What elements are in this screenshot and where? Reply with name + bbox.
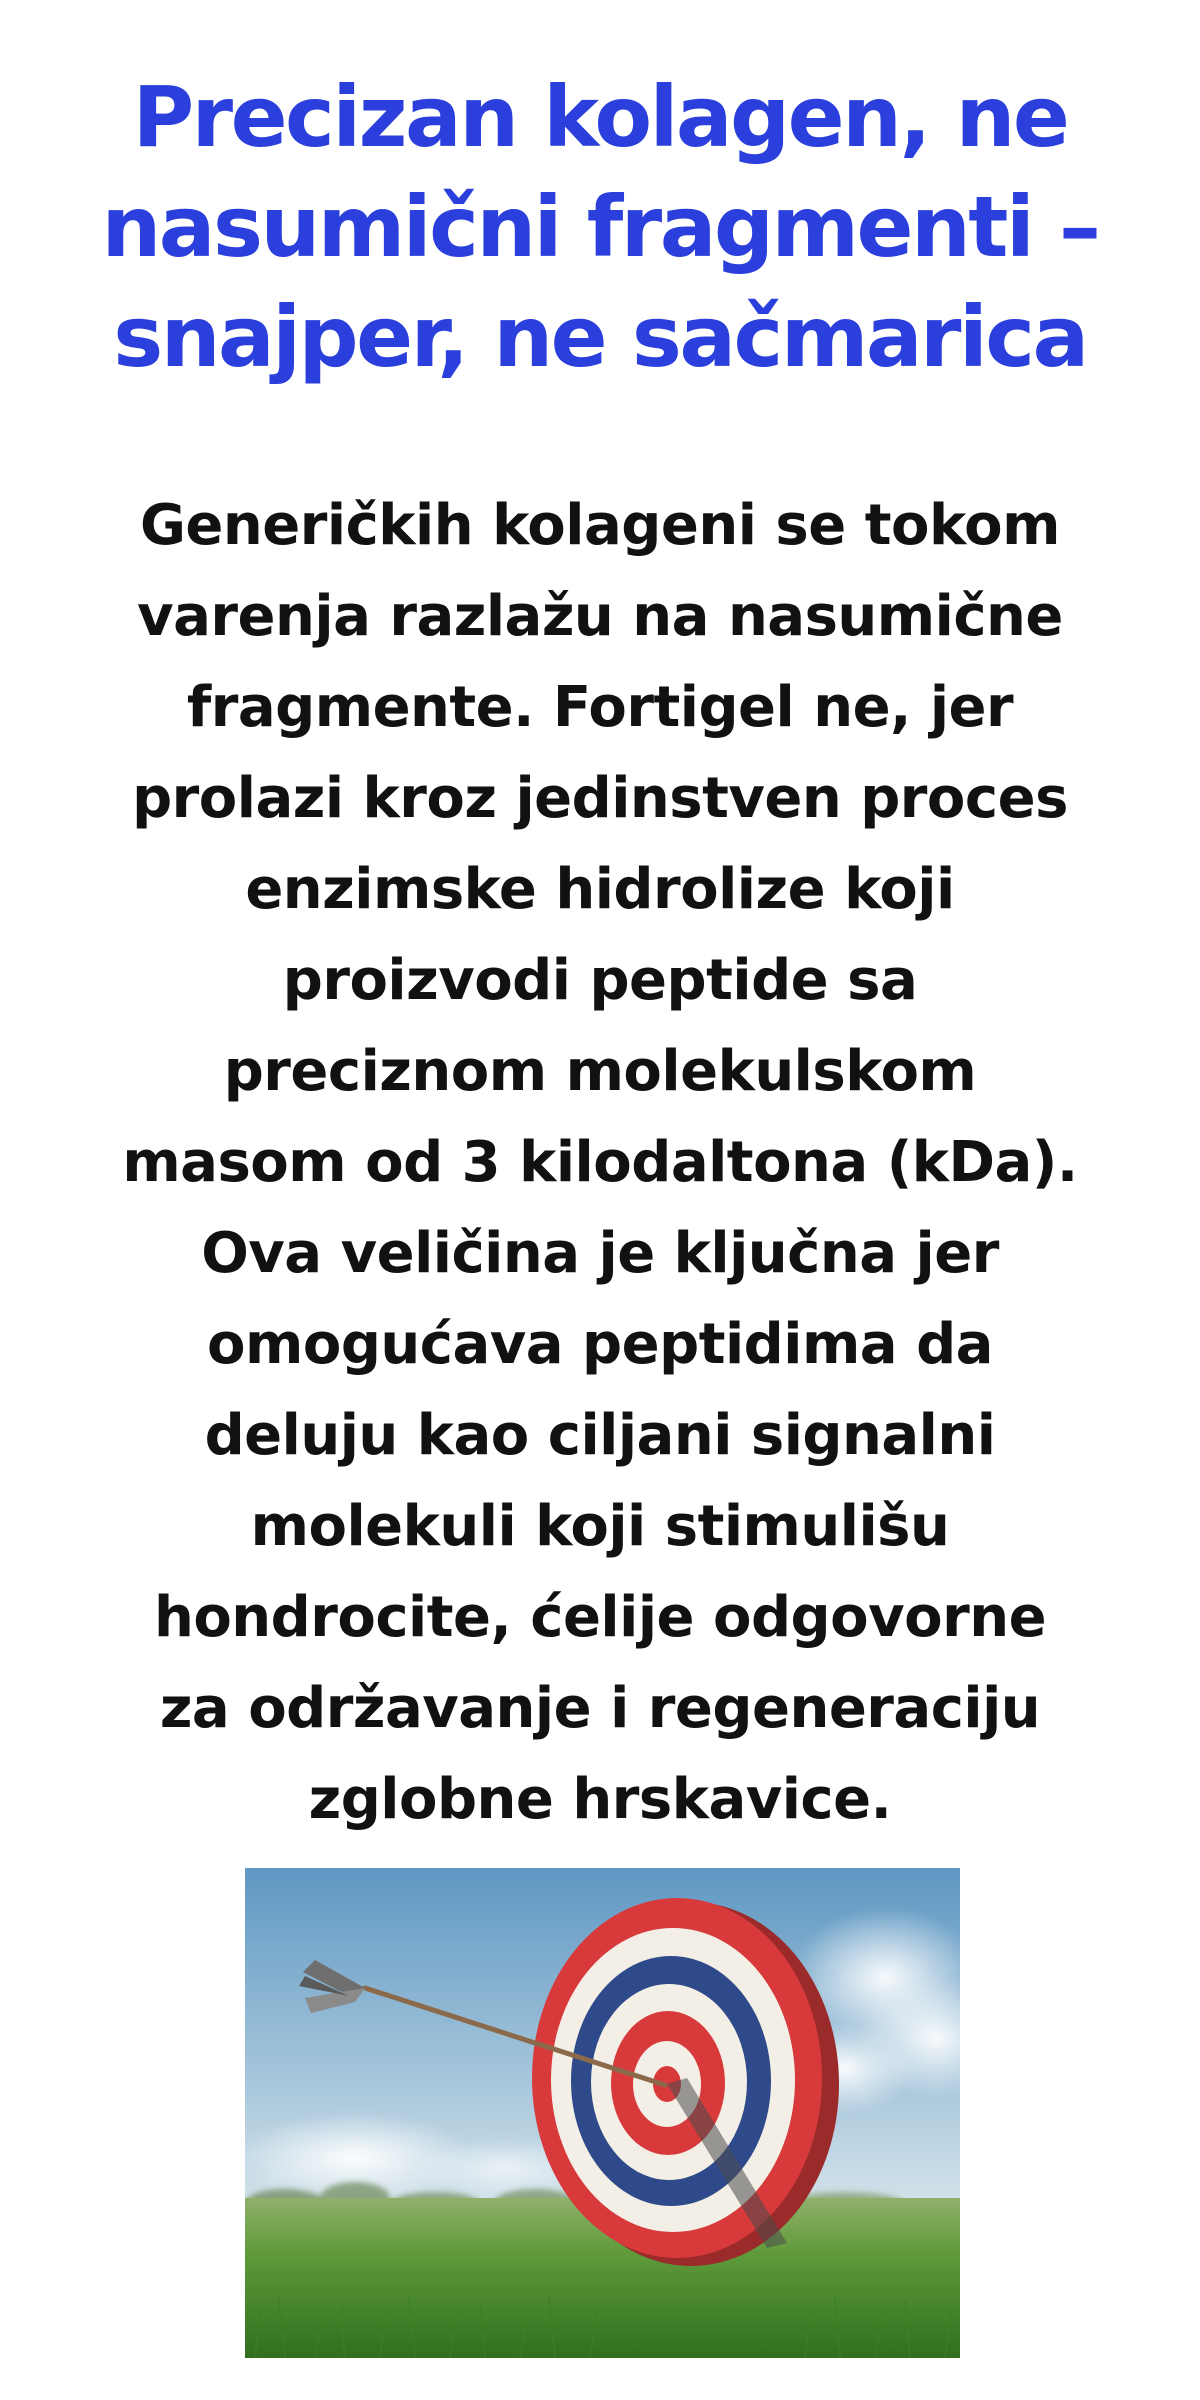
- headline-line: snajper, ne sačmarica: [113, 288, 1087, 386]
- body-line: fragmente. Fortigel ne, jer: [186, 675, 1014, 740]
- body-line: masom od 3 kilodaltona (kDa).: [122, 1130, 1078, 1195]
- body-line: varenja razlažu na nasumične: [137, 584, 1063, 649]
- headline-line: Precizan kolagen, ne: [132, 68, 1068, 166]
- archery-target-image: [245, 1868, 960, 2358]
- body-line: za održavanje i regeneraciju: [159, 1676, 1041, 1741]
- body-line: Ova veličina je ključna jer: [201, 1221, 999, 1286]
- body-line: deluju kao ciljani signalni: [204, 1403, 996, 1468]
- body-line: prolazi kroz jedinstven proces: [132, 766, 1068, 831]
- body-line: molekuli koji stimulišu: [250, 1494, 950, 1559]
- headline-line: nasumični fragmenti –: [101, 178, 1099, 276]
- body-line: hondrocite, ćelije odgovorne: [153, 1585, 1047, 1650]
- body-paragraph: [30, 480, 1170, 1845]
- body-line: Generičkih kolageni se tokom: [139, 493, 1061, 558]
- headline: [0, 62, 1200, 392]
- body-line: omogućava peptidima da: [207, 1312, 993, 1377]
- body-line: proizvodi peptide sa: [282, 948, 918, 1013]
- body-line: preciznom molekulskom: [223, 1039, 977, 1104]
- body-line: enzimske hidrolize koji: [245, 857, 955, 922]
- body-line: zglobne hrskavice.: [308, 1767, 892, 1832]
